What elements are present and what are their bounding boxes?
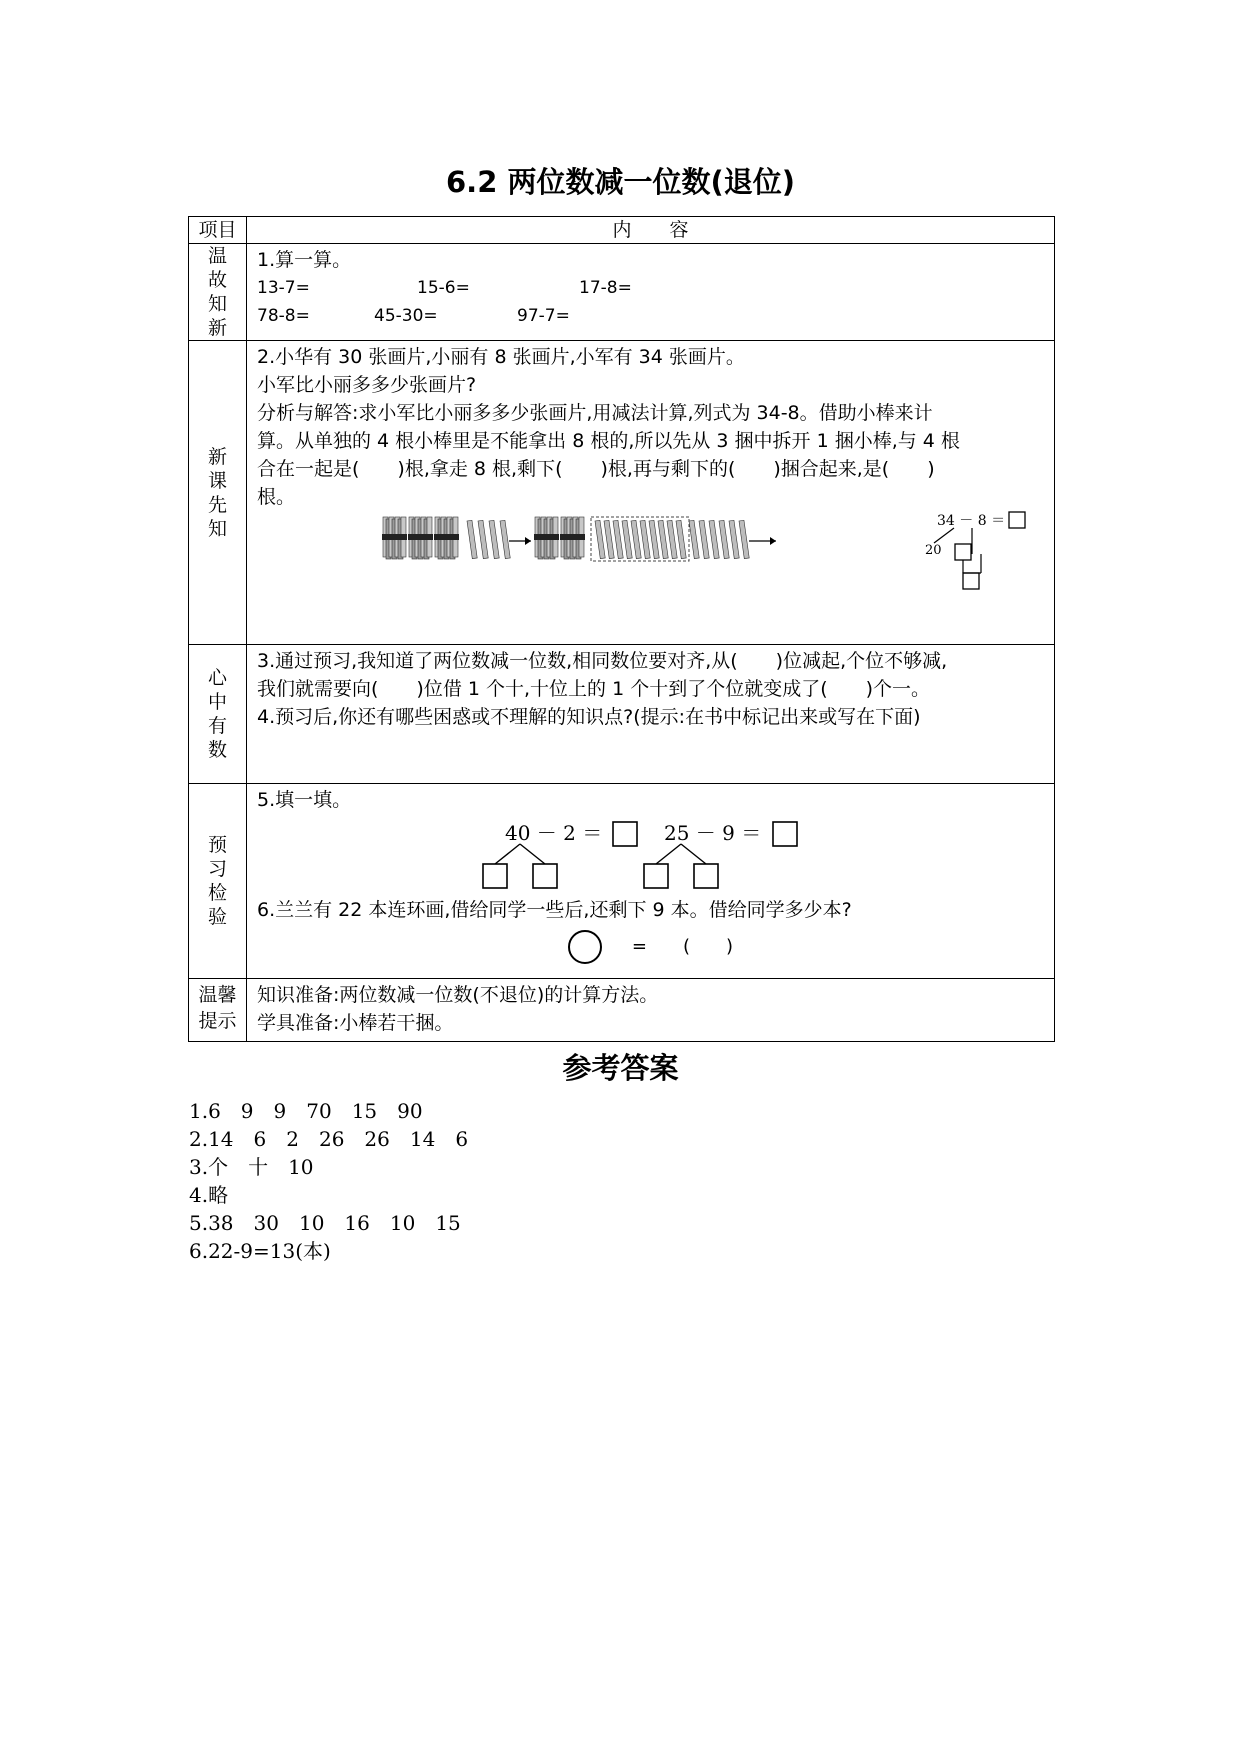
answer-box bbox=[533, 864, 557, 888]
answer-box bbox=[773, 822, 797, 846]
answer-line: 4.略 bbox=[189, 1183, 229, 1207]
section-knowing bbox=[189, 645, 1055, 784]
stick-icon bbox=[631, 520, 641, 558]
stick-icon bbox=[667, 520, 677, 558]
section-label-knowing: 心中有数 bbox=[207, 667, 227, 761]
q2-line: 根。 bbox=[257, 486, 296, 508]
answer-box bbox=[963, 573, 979, 589]
stick-bundle-icon bbox=[560, 517, 585, 559]
calc-item: 13-7= bbox=[257, 278, 310, 298]
section-check bbox=[189, 784, 1055, 979]
answer-box bbox=[955, 544, 971, 560]
section-review bbox=[189, 244, 1055, 341]
calc-item: 17-8= bbox=[579, 278, 632, 298]
answer-line: 2.14 6 2 26 26 14 6 bbox=[189, 1127, 469, 1151]
q3-line: 3.通过预习,我知道了两位数减一位数,相同数位要对齐,从( )位减起,个位不够减, bbox=[257, 650, 948, 672]
section-label-preview: 新课先知 bbox=[207, 445, 227, 540]
q1-title: 1.算一算。 bbox=[257, 249, 352, 271]
section-label-review: 温故知新 bbox=[207, 245, 227, 339]
answer-box bbox=[483, 864, 507, 888]
stick-icon bbox=[640, 520, 650, 558]
stick-icon bbox=[658, 520, 668, 558]
q6-line: 6.兰兰有 22 本连环画,借给同学一些后,还剩下 9 本。借给同学多少本? bbox=[257, 899, 852, 921]
stick-bundle-icon bbox=[382, 517, 407, 559]
stick-bundle-icon bbox=[534, 517, 559, 559]
calc-item: 97-7= bbox=[517, 306, 570, 326]
equation-1: 40 － 2 ＝ bbox=[505, 821, 603, 845]
q2-line: 算。从单独的 4 根小棒里是不能拿出 8 根的,所以先从 3 捆中拆开 1 捆小棒,与 4 根 bbox=[257, 430, 960, 452]
calc-item: 78-8= bbox=[257, 306, 310, 326]
section-label-tips: 温馨提示 bbox=[198, 984, 237, 1032]
operator-circle bbox=[568, 930, 602, 964]
stick-icon bbox=[739, 520, 749, 558]
stick-icon bbox=[604, 520, 614, 558]
stick-icon bbox=[622, 520, 632, 558]
q4-line: 4.预习后,你还有哪些困惑或不理解的知识点?(提示:在书中标记出来或写在下面) bbox=[257, 706, 921, 728]
answer-box bbox=[1009, 512, 1025, 528]
q2-line: 2.小华有 30 张画片,小丽有 8 张画片,小军有 34 张画片。 bbox=[257, 346, 745, 368]
q5-title: 5.填一填。 bbox=[257, 789, 352, 811]
section-tips bbox=[189, 979, 1055, 1042]
answer-line: 1.6 9 9 70 15 90 bbox=[189, 1099, 423, 1123]
stick-icon bbox=[478, 520, 488, 558]
stick-icon bbox=[595, 520, 605, 558]
page-title: 6.2 两位数减一位数(退位) bbox=[446, 165, 795, 199]
q6-equation: = ( ) bbox=[631, 936, 734, 957]
section-preview bbox=[189, 341, 1055, 645]
answer-box bbox=[613, 822, 637, 846]
stick-bundle-icon bbox=[434, 517, 459, 559]
calc-row-1 bbox=[257, 274, 1044, 302]
calc-item: 15-6= bbox=[417, 278, 470, 298]
answer-box bbox=[644, 864, 668, 888]
stick-icon bbox=[649, 520, 659, 558]
stick-icon bbox=[676, 520, 686, 558]
header-item: 项目 bbox=[189, 217, 247, 244]
stick-icon bbox=[689, 520, 699, 558]
stick-icon bbox=[729, 520, 739, 558]
q2-line: 小军比小丽多多少张画片? bbox=[257, 374, 477, 396]
q3-line: 我们就需要向( )位借 1 个十,十位上的 1 个十到了个位就变成了( )个一。 bbox=[257, 678, 931, 700]
tip-line: 学具准备:小棒若干捆。 bbox=[257, 1012, 454, 1034]
table-header bbox=[189, 217, 1055, 244]
tip-line: 知识准备:两位数减一位数(不退位)的计算方法。 bbox=[257, 984, 659, 1006]
answer-box bbox=[694, 864, 718, 888]
q2-line: 分析与解答:求小军比小丽多多少张画片,用减法计算,列式为 34-8。借助小棒来计 bbox=[257, 402, 933, 424]
answers-title: 参考答案 bbox=[562, 1051, 679, 1085]
answers-list bbox=[189, 1097, 468, 1265]
stick-icon bbox=[699, 520, 709, 558]
worksheet-table bbox=[188, 216, 1055, 1042]
figure-number: 20 bbox=[925, 543, 942, 558]
header-content: 内 容 bbox=[247, 217, 1055, 244]
stick-icon bbox=[719, 520, 729, 558]
stick-bundle-icon bbox=[408, 517, 433, 559]
q6-answer bbox=[257, 930, 1044, 964]
equation-2: 25 － 9 ＝ bbox=[664, 821, 762, 845]
stick-icon bbox=[709, 520, 719, 558]
q2-line: 合在一起是( )根,拿走 8 根,剩下( )根,再与剩下的( )捆合起来,是( ) bbox=[257, 458, 935, 480]
answer-line: 3.个 十 10 bbox=[189, 1155, 314, 1179]
fill-figure bbox=[475, 814, 835, 896]
sticks-figure bbox=[381, 509, 1031, 591]
answer-line: 6.22-9=13(本) bbox=[189, 1239, 331, 1263]
section-label-check: 预习检验 bbox=[207, 834, 227, 928]
calc-item: 45-30= bbox=[374, 306, 438, 326]
answer-line: 5.38 30 10 16 10 15 bbox=[189, 1211, 461, 1235]
stick-icon bbox=[489, 520, 499, 558]
stick-icon bbox=[500, 520, 510, 558]
calc-row-2 bbox=[257, 302, 1044, 330]
stick-icon bbox=[467, 520, 477, 558]
figure-equation: 34 － 8 ＝ bbox=[937, 513, 1006, 529]
stick-icon bbox=[613, 520, 623, 558]
